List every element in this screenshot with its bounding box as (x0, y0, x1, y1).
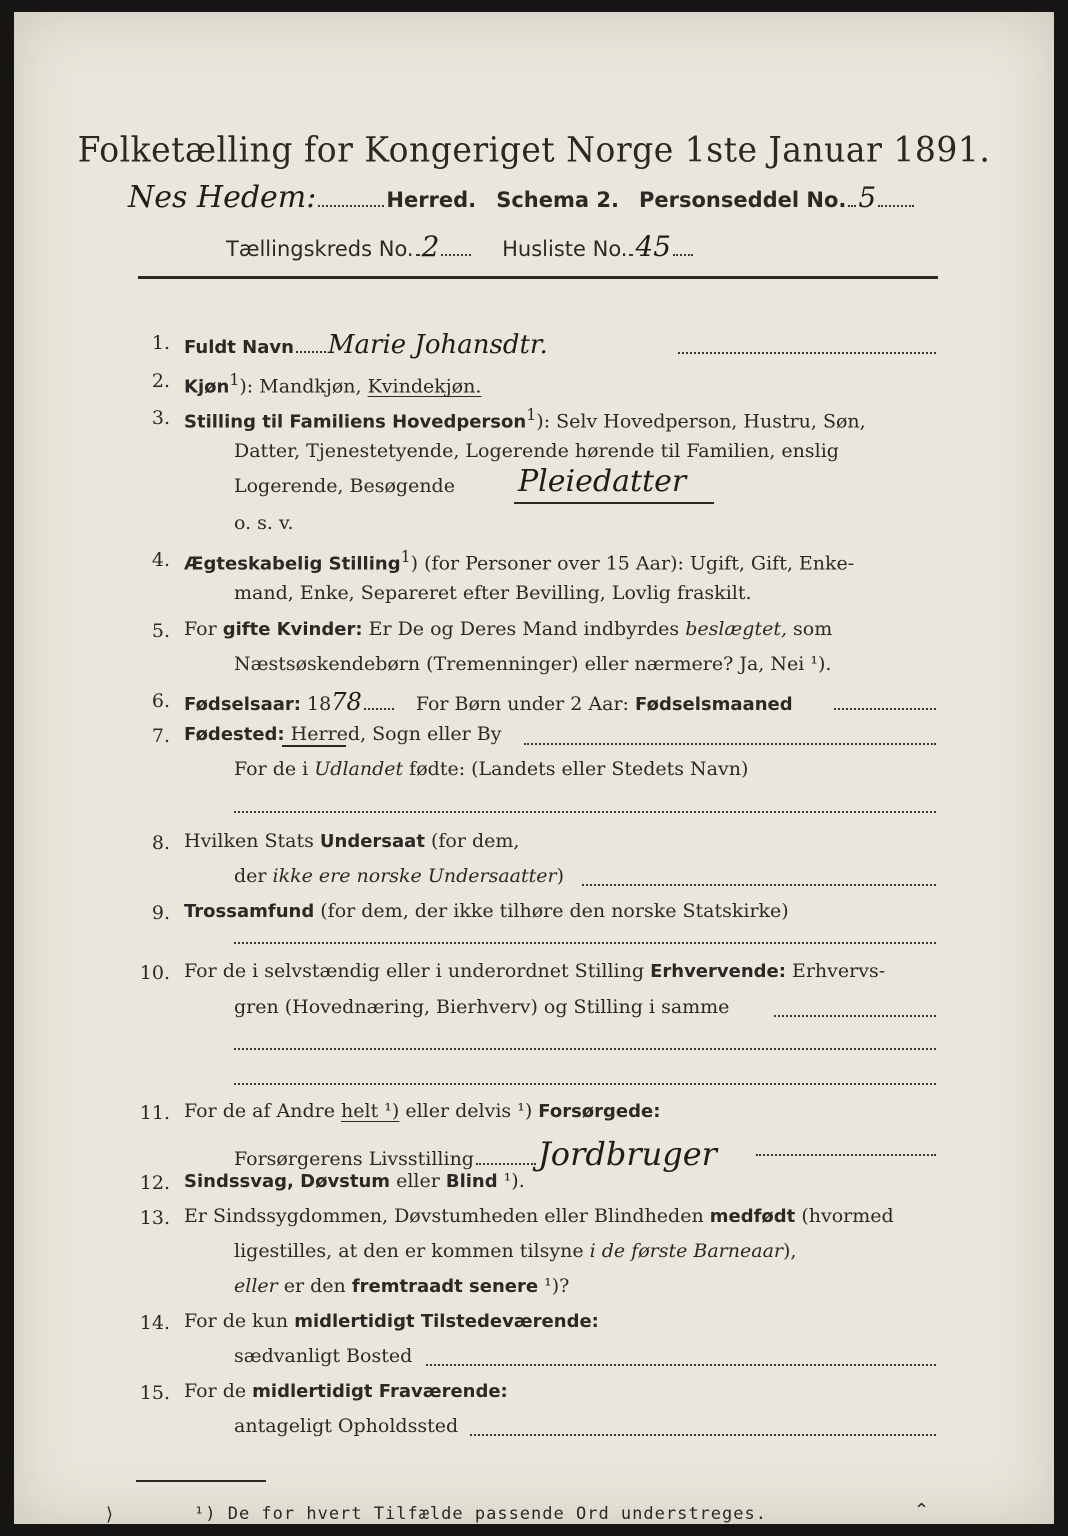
q13-text-3a: er den (277, 1275, 352, 1297)
q14-number: 14. (139, 1312, 170, 1334)
q4-footnote-mark: 1 (400, 547, 411, 566)
q12-label-2: Blind (445, 1171, 498, 1192)
q11-row (184, 1100, 660, 1122)
q7-row (184, 723, 502, 745)
q6-row (184, 688, 793, 716)
q8-text-2a: der (234, 865, 273, 887)
q13-number: 13. (139, 1207, 170, 1229)
footnote: ¹) De for hvert Tilfælde passende Ord understreges. (194, 1504, 767, 1524)
margin-mark-left: ⟩ (106, 1504, 114, 1525)
q12-row (184, 1170, 525, 1192)
dotted-fill (441, 254, 471, 256)
dotted-fill (582, 884, 936, 886)
q8-row-2 (234, 865, 564, 887)
q1-label: Fuldt Navn (184, 337, 294, 358)
q5-text-1: Er De og Deres Mand indbyrdes (362, 618, 686, 640)
dotted-fill (470, 1434, 936, 1436)
q5-row (184, 618, 832, 640)
dotted-fill (416, 254, 420, 256)
q6-year-prefix: 18 (307, 693, 332, 715)
q10-row (184, 960, 885, 982)
q3-row (184, 405, 866, 432)
q7-text-2b: fødte: (Landets eller Stedets Navn) (403, 758, 749, 780)
kreds-value: 2 (421, 230, 440, 263)
q1-row (184, 330, 548, 360)
dotted-fill (774, 1015, 936, 1017)
q13-text-3-italic: eller (234, 1275, 278, 1297)
q3-text-2: Datter, Tjenestetyende, Logerende hørende til Familien, enslig (234, 440, 839, 462)
q6-number: 6. (151, 690, 170, 712)
dotted-fill (476, 1163, 536, 1165)
q15-row (184, 1380, 508, 1402)
q13-text-a: Er Sindssygdommen, Døvstumheden eller Blindheden (184, 1205, 710, 1227)
dotted-fill (234, 1048, 936, 1050)
q7-underline (282, 745, 346, 747)
q12-label: Sindssvag, Døvstum (184, 1171, 391, 1192)
q11-value: Jordbruger (537, 1135, 717, 1173)
q2-footnote-mark: 1 (229, 370, 240, 389)
personseddel-label: Personseddel No. (638, 188, 847, 212)
header-divider (138, 276, 938, 279)
q13-text-2-italic: i de første Barneaar (589, 1240, 783, 1262)
q11-number: 11. (139, 1102, 170, 1124)
q8-text-2b: ) (556, 865, 564, 887)
q6-text: For Børn under 2 Aar: (415, 693, 629, 715)
q8-label: Undersaat (319, 831, 425, 852)
q13-row-3 (234, 1275, 569, 1297)
q10-text-b: Erhvervs- (785, 960, 886, 982)
q6-year-value: 78 (331, 688, 362, 716)
q6-label-2: Fødselsmaaned (635, 694, 793, 715)
q4-row (184, 547, 854, 574)
herred-value: Nes Hedem: (128, 180, 317, 215)
q10-text-2: gren (Hovednæring, Bierhverv) og Stilling i samme (234, 996, 730, 1018)
dotted-fill (878, 205, 914, 207)
q3-value: Pleiedatter (518, 464, 687, 499)
dotted-fill (234, 1083, 936, 1085)
q15-label: midlertidigt Fraværende: (252, 1381, 508, 1402)
q6-label: Fødselsaar: (184, 694, 301, 715)
q7-text-2-italic: Udlandet (314, 758, 404, 780)
dotted-fill (296, 351, 326, 353)
q9-row (184, 900, 789, 922)
q4-label: Ægteskabelig Stilling (184, 553, 401, 575)
q15-text-2: antageligt Opholdssted (234, 1415, 459, 1437)
q7-number: 7. (151, 725, 170, 747)
q11-label: Forsørgede: (538, 1101, 661, 1122)
q2-row (184, 370, 481, 397)
dotted-fill (834, 708, 936, 710)
q7-label: Fødested: (184, 724, 285, 745)
q10-label: Erhvervende: (650, 961, 786, 982)
q7-text-2a: For de i (234, 758, 315, 780)
q3-text-4: o. s. v. (234, 512, 294, 534)
q2-text: ): Mandkjøn, (239, 375, 368, 398)
q3-text-1: ): Selv Hovedperson, Hustru, Søn, (536, 410, 866, 433)
q8-text-2-italic: ikke ere norske Undersaatter (272, 865, 557, 887)
q5-label: gifte Kvinder: (222, 619, 363, 640)
q4-text-2: mand, Enke, Separeret efter Bevilling, Lovlig fraskilt. (234, 582, 752, 604)
q3-number: 3. (151, 407, 170, 429)
schema-label: Schema 2. (496, 188, 619, 212)
margin-mark-right: ⌃ (914, 1500, 930, 1521)
dotted-fill (364, 708, 394, 710)
q11-row-2 (234, 1135, 717, 1173)
census-form-page (14, 12, 1054, 1524)
q1-value: Marie Johansdtr. (327, 330, 548, 360)
dotted-fill (318, 205, 384, 207)
dotted-fill (673, 254, 693, 256)
q12-number: 12. (139, 1172, 170, 1194)
dotted-fill (629, 254, 633, 256)
q9-text: (for dem, der ikke tilhøre den norske Statskirke) (314, 900, 789, 922)
q2-selected-option: Kvindekjøn. (367, 375, 482, 398)
q13-label: medfødt (709, 1206, 796, 1227)
kreds-label: Tællingskreds No. (226, 237, 414, 261)
q8-text-a: Hvilken Stats (184, 830, 320, 852)
q11-text: For de af Andre (184, 1100, 342, 1122)
dotted-fill (524, 743, 936, 745)
kreds-row (226, 230, 695, 263)
herred-row (128, 180, 916, 215)
q10-text: For de i selvstændig eller i underordnet Stilling (184, 960, 651, 982)
q2-number: 2. (151, 370, 170, 392)
herred-label: Herred. (386, 188, 477, 212)
q13-text-3c: ¹)? (538, 1275, 570, 1297)
q14-row (184, 1310, 599, 1332)
dotted-fill (848, 205, 856, 207)
q4-text-1: ) (for Personer over 15 Aar): Ugift, Gift, Enke- (410, 552, 855, 575)
q3-label: Stilling til Familiens Hovedperson (184, 411, 527, 433)
q5-text-italic: beslægtet, (685, 618, 788, 640)
q3-text-3: Logerende, Besøgende (234, 475, 455, 497)
q3-value-underline (514, 502, 714, 504)
q5-number: 5. (151, 620, 170, 642)
q14-label: midlertidigt Tilstedeværende: (294, 1311, 599, 1332)
q5-text-a: For (184, 618, 223, 640)
q2-label: Kjøn (184, 376, 230, 398)
q15-number: 15. (139, 1382, 170, 1404)
q13-text-2a: ligestilles, at den er kommen tilsyne (234, 1240, 590, 1262)
q13-label-2: fremtraadt senere (351, 1276, 539, 1297)
q5-text-2: Næstsøskendebørn (Tremenninger) eller nærmere? Ja, Nei ¹). (234, 653, 832, 675)
q7-row-2 (234, 758, 748, 780)
q3-footnote-mark: 1 (526, 405, 537, 424)
q8-number: 8. (151, 832, 170, 854)
q8-text-b: (for dem, (424, 830, 520, 852)
dotted-fill (426, 1364, 936, 1366)
q15-text: For de (184, 1380, 253, 1402)
q11-selected-option: helt ¹) (341, 1100, 400, 1122)
footnote-divider (136, 1480, 266, 1482)
dotted-fill (234, 942, 936, 944)
dotted-fill (756, 1154, 936, 1156)
q12-text: eller (390, 1170, 446, 1192)
q8-row (184, 830, 519, 852)
q11-text-b: eller delvis ¹) (399, 1100, 539, 1122)
husliste-label: Husliste No. (502, 237, 628, 261)
q14-text-2: sædvanligt Bosted (234, 1345, 413, 1367)
q4-number: 4. (151, 549, 170, 571)
q9-number: 9. (151, 902, 170, 924)
q5-text-end: som (787, 618, 833, 640)
q13-row-2 (234, 1240, 796, 1262)
personseddel-value: 5 (858, 181, 877, 214)
q9-label: Trossamfund (184, 901, 315, 922)
q12-end: ¹). (497, 1170, 525, 1192)
q14-text: For de kun (184, 1310, 295, 1332)
form-title: Folketælling for Kongeriget Norge 1ste Januar 1891. (77, 129, 991, 170)
q10-number: 10. (139, 962, 170, 984)
q13-text-2b: ), (783, 1240, 797, 1262)
husliste-value: 45 (635, 230, 672, 263)
q13-row (184, 1205, 894, 1227)
q11-text-2: Forsørgerens Livsstilling (234, 1148, 474, 1170)
q1-number: 1. (151, 332, 170, 354)
q7-text: Herred, Sogn eller By (284, 723, 502, 745)
q13-text-b: (hvormed (795, 1205, 894, 1227)
dotted-fill (678, 352, 936, 354)
dotted-fill (234, 811, 936, 813)
